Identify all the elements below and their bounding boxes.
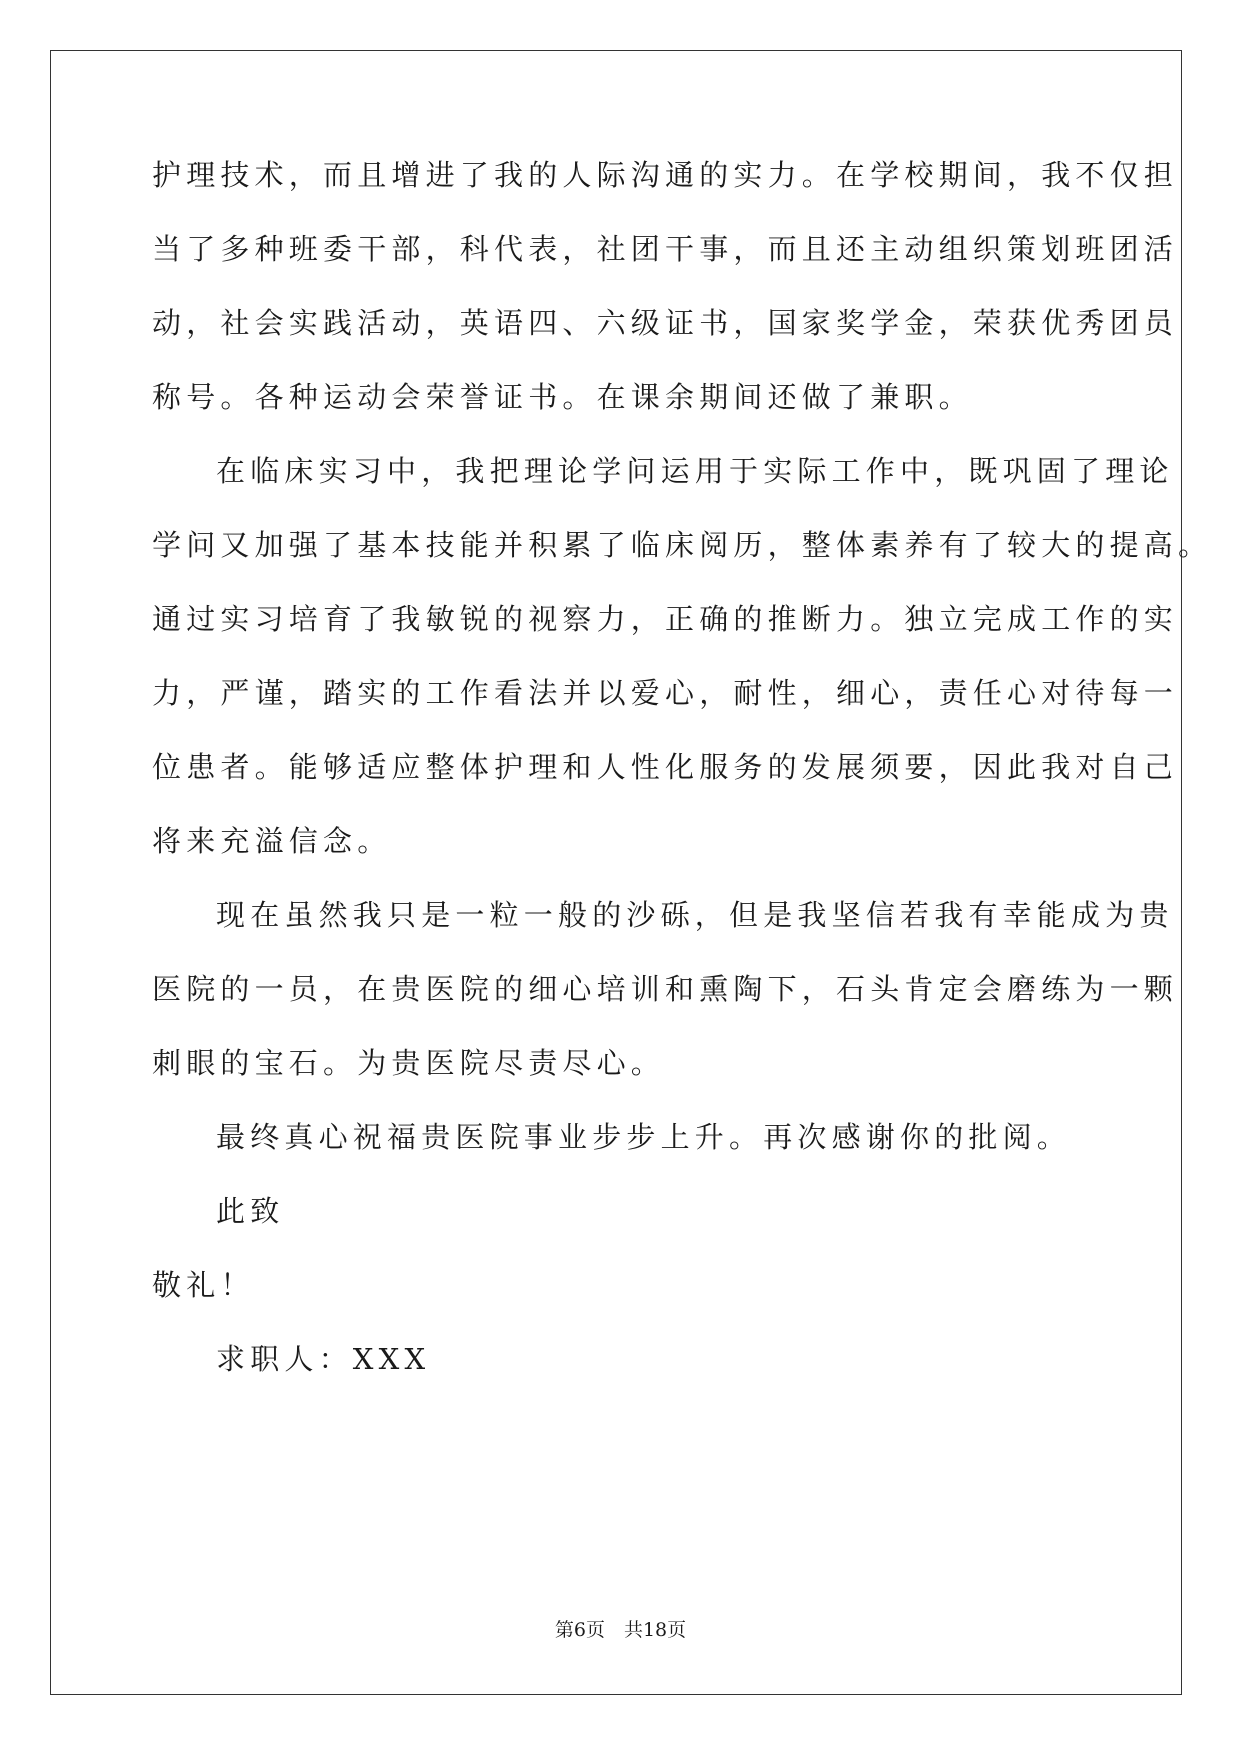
body-line: 学问又加强了基本技能并积累了临床阅历，整体素养有了较大的提高。 (152, 528, 1213, 562)
body-line: 通过实习培育了我敏锐的视察力，正确的推断力。独立完成工作的实 (152, 602, 1179, 636)
body-line: 称号。各种运动会荣誉证书。在课余期间还做了兼职。 (152, 380, 973, 414)
body-line: 力，严谨，踏实的工作看法并以爱心，耐性，细心，责任心对待每一 (152, 676, 1179, 710)
salutation-line: 敬礼！ (152, 1268, 255, 1302)
body-line: 将来充溢信念。 (152, 824, 392, 858)
signature-line: 求职人：XXX (216, 1342, 431, 1376)
page-number-footer: 第6页 共18页 (554, 1619, 687, 1641)
body-line: 动，社会实践活动，英语四、六级证书，国家奖学金，荣获优秀团员 (152, 306, 1179, 340)
body-line: 当了多种班委干部，科代表，社团干事，而且还主动组织策划班团活 (152, 232, 1179, 266)
body-line: 现在虽然我只是一粒一般的沙砾，但是我坚信若我有幸能成为贵 (216, 898, 1174, 932)
salutation-line: 此致 (216, 1194, 285, 1228)
body-line: 护理技术，而且增进了我的人际沟通的实力。在学校期间，我不仅担 (152, 158, 1179, 192)
page-border (50, 50, 1182, 1695)
body-line: 刺眼的宝石。为贵医院尽责尽心。 (152, 1046, 666, 1080)
body-line: 最终真心祝福贵医院事业步步上升。再次感谢你的批阅。 (216, 1120, 1072, 1154)
body-line: 医院的一员，在贵医院的细心培训和熏陶下，石头肯定会磨练为一颗 (152, 972, 1179, 1006)
body-line: 位患者。能够适应整体护理和人性化服务的发展须要，因此我对自己 (152, 750, 1179, 784)
body-line: 在临床实习中，我把理论学问运用于实际工作中，既巩固了理论 (216, 454, 1174, 488)
